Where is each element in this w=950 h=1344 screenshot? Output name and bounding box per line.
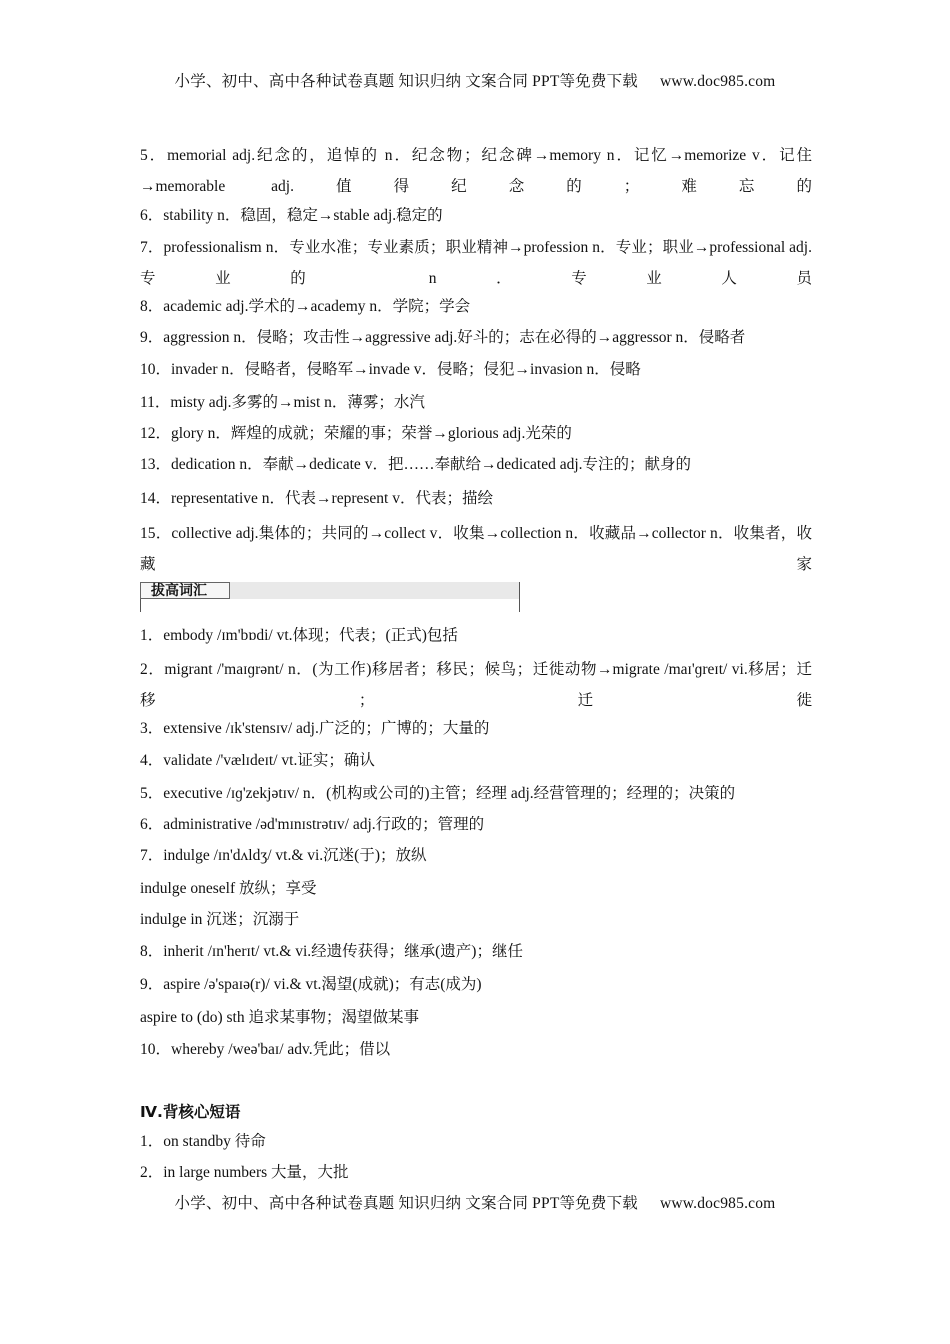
advanced-item: 4．validate /'vælɪdeɪt/ vt.证实；确认 [140,752,375,769]
vocab-item-8: 8．academic adj.学术的→academy n．学院；学会 [140,298,471,315]
page-header [0,69,950,91]
advanced-item: indulge in 沉迷；沉溺于 [140,911,300,928]
advanced-vocab-heading-box [140,582,520,612]
advanced-item: indulge oneself 放纵；享受 [140,880,317,897]
advanced-item: 8．inherit /ɪn'herɪt/ vt.& vi.经遗传获得；继承(遗产)；继任 [140,943,523,960]
vocab-item-7: 7．professionalism n．专业水准；专业素质；职业精神→profession n．专业；职业→professional adj.专业的 n．专业人员 [140,239,812,287]
header-url[interactable]: www.doc985.com [659,73,776,90]
header-text: 小学、初中、高中各种试卷真题 知识归纳 文案合同 PPT等免费下载 [174,73,638,90]
vocab-item-6: 6．stability n．稳固，稳定→stable adj.稳定的 [140,207,443,224]
vocab-item-15: 15．collective adj.集体的；共同的→collect v．收集→collection n．收藏品→collector n．收集者，收藏家 [140,525,812,573]
vocab-item-12: 12．glory n．辉煌的成就；荣耀的事；荣誉→glorious adj.光荣的 [140,425,572,442]
footer-text: 小学、初中、高中各种试卷真题 知识归纳 文案合同 PPT等免费下载 [174,1195,638,1212]
advanced-item: 7．indulge /ɪn'dʌldʒ/ vt.& vi.沉迷(于)；放纵 [140,847,427,864]
advanced-item: 9．aspire /ə'spaɪə(r)/ vi.& vt.渴望(成就)；有志(成为) [140,976,482,993]
phrases-heading: Ⅳ.背核心短语 [140,1103,241,1121]
advanced-item: 3．extensive /ɪk'stensɪv/ adj.广泛的；广博的；大量的 [140,720,490,737]
advanced-item: 2．migrant /'maɪɡrənt/ n．(为工作)移居者；移民；候鸟；迁徙动物→migrate /maɪ'ɡreɪt/ vi.移居；迁移；迁徙 [140,661,812,709]
advanced-vocab-heading: 拔高词汇 [140,582,230,599]
advanced-item: 10．whereby /weə'baɪ/ adv.凭此；借以 [140,1041,391,1058]
vocab-item-5: 5．memorial adj.纪念的，追悼的 n．纪念物；纪念碑→memory n．记忆→memorize v．记住→memorable adj.值得纪念的；难忘的 [140,147,812,195]
page-footer [0,1191,950,1213]
vocab-item-14: 14．representative n．代表→represent v．代表；描绘 [140,490,493,507]
advanced-item: aspire to (do) sth 追求某事物；渴望做某事 [140,1009,419,1026]
phrase-item: 2．in large numbers 大量，大批 [140,1164,349,1181]
heading-right-rule [519,582,520,612]
vocab-item-13: 13．dedication n．奉献→dedicate v．把……奉献给→dedicated adj.专注的；献身的 [140,456,692,473]
advanced-item: 5．executive /ɪɡ'zekjətɪv/ n．(机构或公司的)主管；经理 adj.经营管理的；经理的；决策的 [140,785,736,802]
advanced-item: 1．embody /ɪm'bɒdi/ vt.体现；代表；(正式)包括 [140,627,458,644]
vocab-item-11: 11．misty adj.多雾的→mist n．薄雾；水汽 [140,394,425,411]
vocab-item-9: 9．aggression n．侵略；攻击性→aggressive adj.好斗的；志在必得的→aggressor n．侵略者 [140,329,746,346]
vocab-item-10: 10．invader n．侵略者，侵略军→invade v．侵略；侵犯→invasion n．侵略 [140,361,641,378]
advanced-item: 6．administrative /əd'mɪnɪstrətɪv/ adj.行政的；管理的 [140,816,485,833]
phrase-item: 1．on standby 待命 [140,1133,266,1150]
footer-url[interactable]: www.doc985.com [659,1195,776,1212]
